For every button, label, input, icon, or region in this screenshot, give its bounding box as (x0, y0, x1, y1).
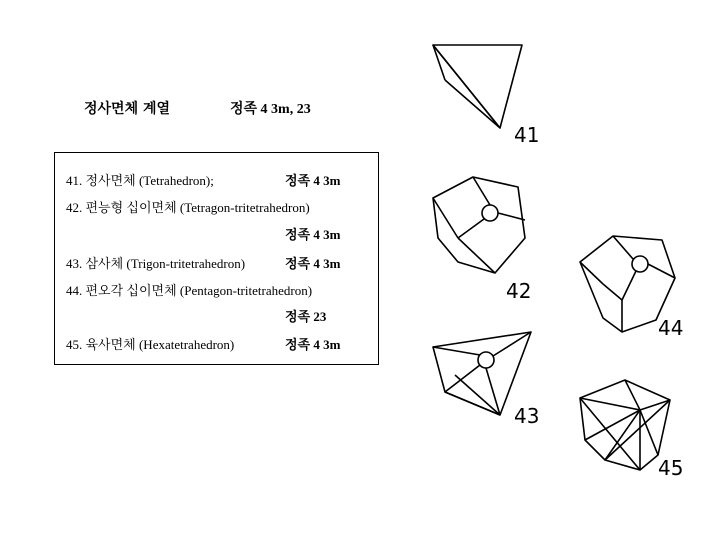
figure-label-43: 43 (514, 404, 540, 428)
figure-label-45: 45 (658, 456, 684, 480)
trigon-tritetrahedron-43-drawing (433, 332, 531, 415)
figure-label-42: 42 (506, 279, 532, 303)
item-42-label: 42. 편능형 십이면체 (Tetragon-tritetrahedron) (66, 200, 310, 215)
tetragon-tritetrahedron-42-drawing (433, 177, 525, 273)
hexatetrahedron-45-drawing (580, 380, 670, 470)
item-42-system: 정족 4 3m (285, 227, 341, 242)
crystal-figures (400, 0, 720, 540)
item-45-label: 45. 육사면체 (Hexatetrahedron) (66, 337, 235, 352)
tetrahedron-41-drawing (433, 45, 522, 128)
item-41-system: 정족 4 3m (285, 173, 341, 188)
item-43-label: 43. 삼사체 (Trigon-tritetrahedron) (66, 256, 246, 271)
item-41-label: 41. 정사면체 (Tetrahedron); (66, 173, 214, 188)
item-43-system: 정족 4 3m (285, 256, 341, 271)
figure-label-44: 44 (658, 316, 684, 340)
item-45-system: 정족 4 3m (285, 337, 341, 352)
section-crystal-system: 정족 4 3m, 23 (230, 102, 311, 117)
section-title: 정사면체 계열 (84, 101, 171, 117)
item-44-label: 44. 편오각 십이면체 (Pentagon-tritetrahedron) (66, 283, 313, 298)
figure-label-41: 41 (514, 123, 540, 147)
item-44-system: 정족 23 (285, 309, 327, 324)
